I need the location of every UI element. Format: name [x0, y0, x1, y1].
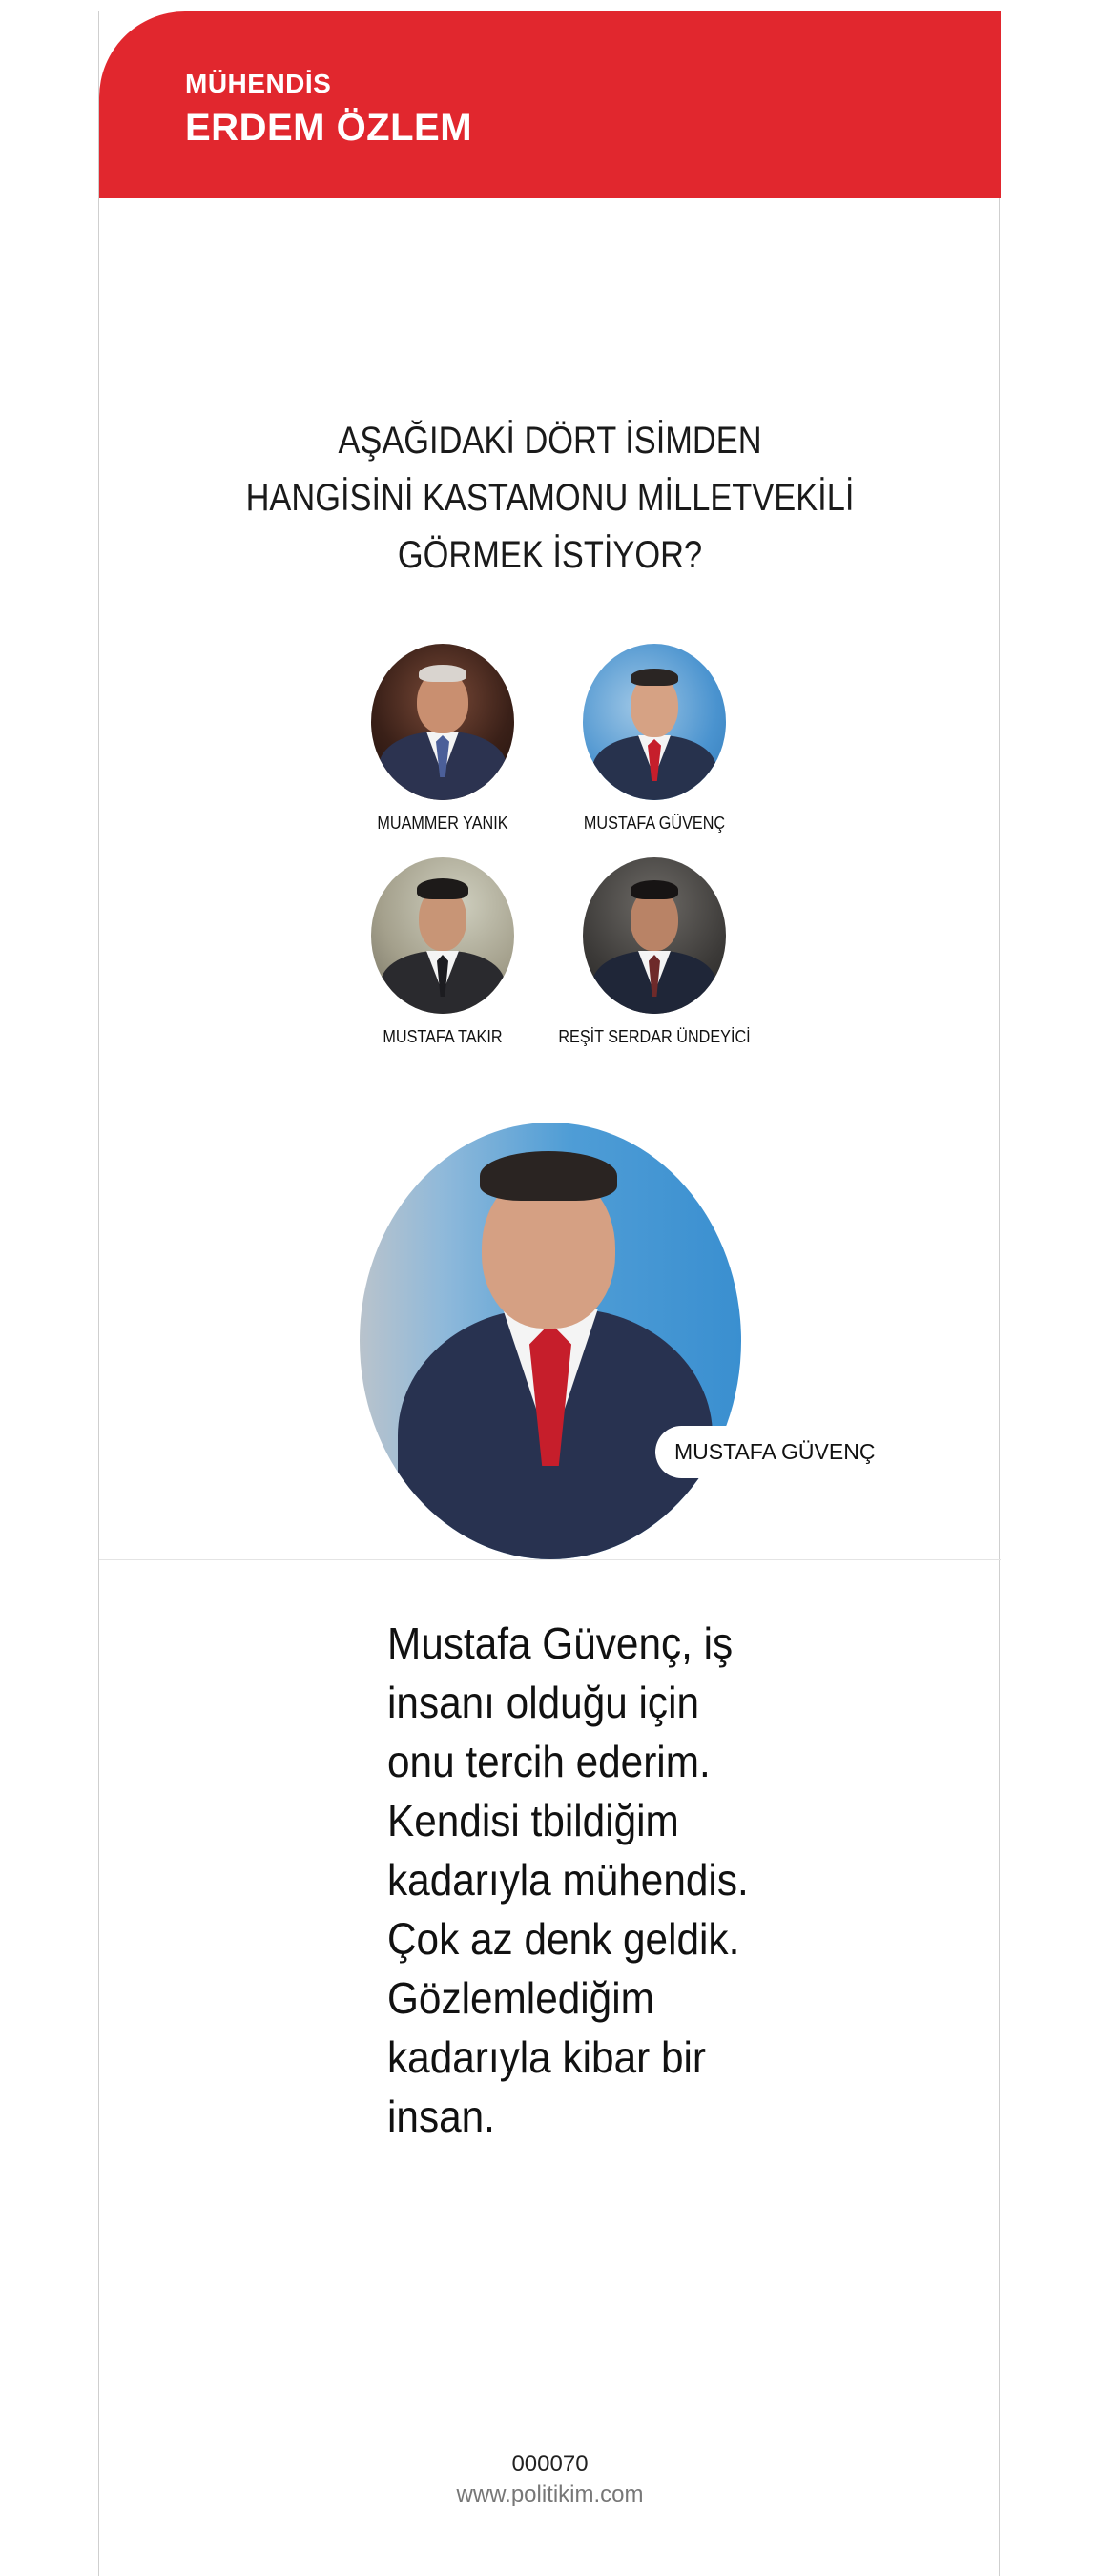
- candidate-name: MUAMMER YANIK: [377, 814, 508, 833]
- header-banner: [99, 11, 1001, 198]
- candidate-option: [545, 644, 764, 834]
- answer-line: Kendisi tbildiğim: [387, 1796, 679, 1845]
- candidate-name: MUSTAFA TAKIR: [383, 1027, 503, 1046]
- answer-line: onu tercih ederim.: [387, 1737, 711, 1786]
- question-line: AŞAĞIDAKİ DÖRT İSİMDEN: [338, 420, 762, 462]
- candidate-option: [333, 644, 552, 834]
- answer-line: kadarıyla kibar bir: [387, 2032, 707, 2082]
- divider: [99, 1559, 1001, 1560]
- respondent-role: MÜHENDİS: [185, 69, 332, 98]
- candidate-name: REŞİT SERDAR ÜNDEYİCİ: [558, 1027, 751, 1046]
- selected-candidate-label: MUSTAFA GÜVENÇ: [655, 1426, 892, 1478]
- question-line: GÖRMEK İSTİYOR?: [397, 534, 703, 576]
- answer-line: Gözlemlediğim: [387, 1973, 654, 2023]
- site-url: www.politikim.com: [456, 2482, 644, 2507]
- answer-line: insanı olduğu için: [387, 1678, 700, 1727]
- answer-text: [387, 1614, 755, 2146]
- candidate-photo: [583, 857, 726, 1014]
- survey-question: [162, 412, 938, 584]
- respondent-name: ERDEM ÖZLEM: [185, 107, 473, 149]
- answer-line: kadarıyla mühendis.: [387, 1855, 749, 1905]
- question-line: HANGİSİNİ KASTAMONU MİLLETVEKİLİ: [245, 477, 855, 519]
- reference-id: 000070: [511, 2451, 589, 2477]
- candidate-photo: [371, 644, 514, 800]
- candidate-option: [545, 857, 764, 1047]
- answer-line: Çok az denk geldik.: [387, 1914, 740, 1964]
- selected-candidate-photo: [360, 1123, 741, 1559]
- candidate-photo: [583, 644, 726, 800]
- candidate-photo: [371, 857, 514, 1014]
- answer-line: Mustafa Güvenç, iş: [387, 1618, 734, 1668]
- candidate-name: MUSTAFA GÜVENÇ: [583, 814, 726, 833]
- candidate-option: [333, 857, 552, 1047]
- answer-line: insan.: [387, 2092, 495, 2141]
- survey-card: [98, 11, 1000, 2576]
